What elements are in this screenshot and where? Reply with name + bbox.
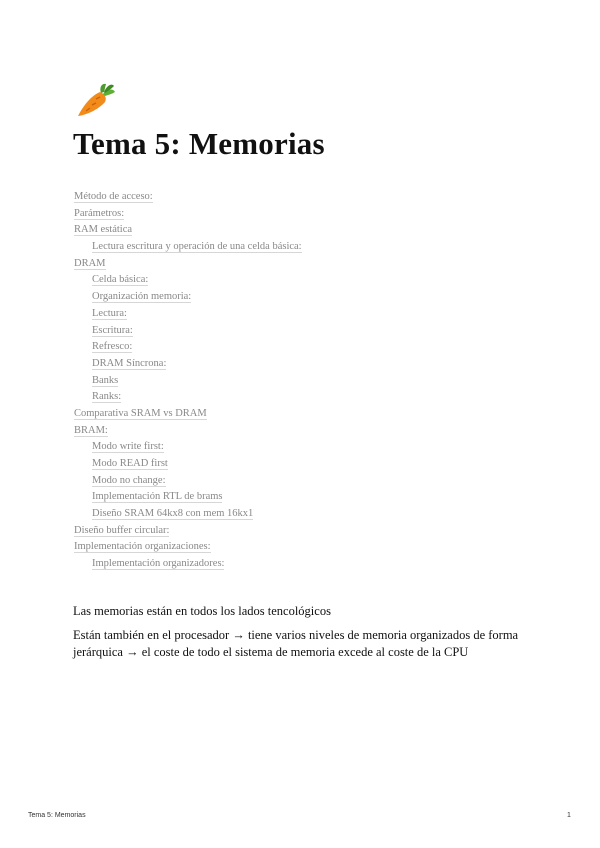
toc-link-dram[interactable]: DRAM xyxy=(74,257,106,269)
paragraph: Están también en el procesador → tiene varios niveles de memoria organizados de forma jerárquica → el coste de todo el sistema de memoria excede al coste de la CPU xyxy=(73,628,519,659)
toc-link-escritura[interactable]: Escritura: xyxy=(92,324,133,336)
toc-link-lectura[interactable]: Lectura: xyxy=(92,307,127,319)
toc-link-implementacion-organizaciones[interactable]: Implementación organizaciones: xyxy=(74,541,211,553)
footer-title: Tema 5: Memorias xyxy=(28,812,86,819)
page-title: Tema 5: Memorias xyxy=(73,126,325,161)
toc-link-comparativa-sram-dram[interactable]: Comparativa SRAM vs DRAM xyxy=(74,407,207,419)
toc-link-implementacion-rtl-brams[interactable]: Implementación RTL de brams xyxy=(92,491,223,503)
toc-link-modo-read-first[interactable]: Modo READ first xyxy=(92,458,168,469)
body-text xyxy=(73,603,533,661)
toc-link-parametros[interactable]: Parámetros: xyxy=(74,207,125,219)
toc-link-ranks[interactable]: Ranks: xyxy=(92,391,122,403)
toc-link-metodo-acceso[interactable]: Método de acceso: xyxy=(74,191,153,202)
toc-link-diseno-buffer-circular[interactable]: Diseño buffer circular: xyxy=(74,524,170,536)
toc-link-refresco[interactable]: Refresco: xyxy=(92,341,133,353)
toc-link-diseno-sram[interactable]: Diseño SRAM 64kx8 con mem 16kx1 xyxy=(92,508,254,520)
carrot-icon xyxy=(74,80,118,118)
toc-link-celda-basica[interactable]: Celda básica: xyxy=(92,274,149,286)
toc-link-ram-estatica[interactable]: RAM estática xyxy=(74,224,133,236)
toc-link-modo-write-first[interactable]: Modo write first: xyxy=(92,441,164,453)
toc-link-dram-sincrona[interactable]: DRAM Síncrona: xyxy=(92,357,167,369)
toc-link-banks[interactable]: Banks xyxy=(92,374,119,386)
toc-link-organizacion-memoria[interactable]: Organización memoria: xyxy=(92,291,192,303)
page-number: 1 xyxy=(567,812,571,819)
paragraph: Las memorias están en todos los lados tencológicos xyxy=(73,604,331,618)
table-of-contents xyxy=(74,189,494,573)
toc-link-implementacion-organizadores[interactable]: Implementación organizadores: xyxy=(92,558,225,570)
toc-link-modo-no-change[interactable]: Modo no change: xyxy=(92,474,166,486)
toc-link-lectura-escritura-celda[interactable]: Lectura escritura y operación de una celda básica: xyxy=(92,241,302,253)
toc-link-bram[interactable]: BRAM: xyxy=(74,424,108,436)
